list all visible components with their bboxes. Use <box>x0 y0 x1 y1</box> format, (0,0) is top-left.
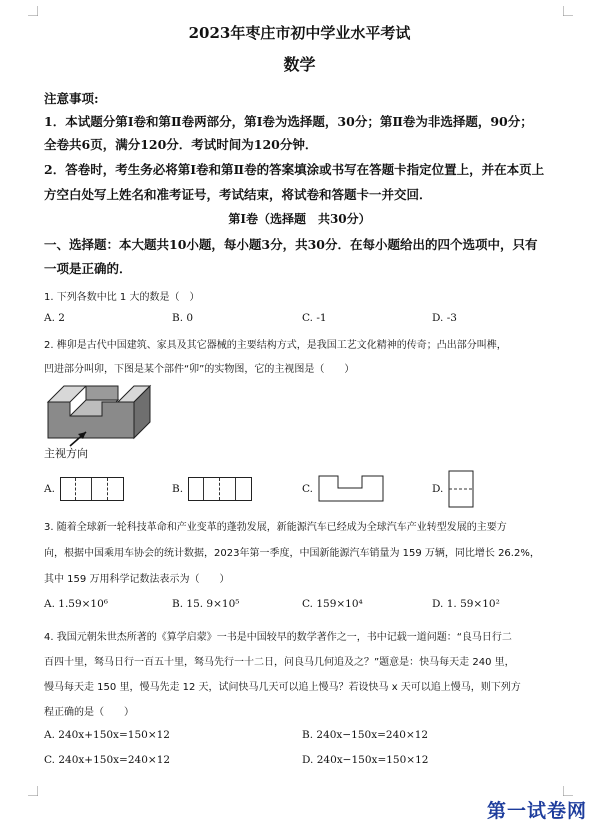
question-3-option-b: B. 15. 9×10⁵ <box>172 598 240 610</box>
question-1-option-c: C. -1 <box>302 312 327 324</box>
exam-subject: 数学 <box>283 55 316 74</box>
question-4-option-c: C. 240x+150x=240×12 <box>44 754 171 766</box>
question-2-option-a-label: A. <box>44 483 55 495</box>
section-instruction-line-2: 一项是正确的． <box>44 261 132 276</box>
notice-line-1: 1．本试题分第Ⅰ卷和第Ⅱ卷两部分，第Ⅰ卷为选择题，30分；第Ⅱ卷为非选择题，90分； <box>44 114 533 129</box>
question-1-stem: 1. 下列各数中比 1 大的数是（ ） <box>44 292 200 303</box>
view-direction-label: 主视方向 <box>44 447 88 460</box>
question-3-option-d: D. 1. 59×10² <box>432 598 500 610</box>
option-d-front-view <box>448 470 474 508</box>
corner-mark-top-left <box>28 6 38 16</box>
question-1-option-a: A. 2 <box>44 312 65 324</box>
question-2-stem-line-1: 2. 榫卯是古代中国建筑、家具及其它器械的主要结构方式，是我国工艺文化精神的传奇；凸出部分叫榫， <box>44 340 507 351</box>
corner-mark-bottom-left <box>28 786 38 796</box>
question-3-stem-line-1: 3. 随着全球新一轮科技革命和产业变革的蓬勃发展，新能源汽车已经成为全球汽车产业转型发展的主要方 <box>44 522 507 533</box>
question-3-stem-line-2: 向，根据中国乘用车协会的统计数据，2023年第一季度，中国新能源汽车销量为 159 万辆，同比增长 26.2%， <box>44 548 540 559</box>
question-3-stem-line-3: 其中 159 万用科学记数法表示为（ ） <box>44 574 230 585</box>
question-2-stem-line-2: 凹进部分叫卯，下图是某个部件“卯”的实物图，它的主视图是（ ） <box>44 364 355 375</box>
corner-mark-top-right <box>563 6 573 16</box>
exam-title: 2023年枣庄市初中学业水平考试 <box>188 24 411 42</box>
question-3-option-a: A. 1.59×10⁶ <box>44 598 109 610</box>
question-4-option-b: B. 240x−150x=240×12 <box>302 729 429 741</box>
question-4-stem-line-2: 百四十里，驽马日行一百五十里，驽马先行一十二日，问良马几何追及之？”题意是：快马每天走 240 里， <box>44 657 515 668</box>
question-1-option-d: D. -3 <box>432 312 457 324</box>
option-b-front-view <box>188 477 252 501</box>
notice-heading: 注意事项: <box>44 91 99 106</box>
notice-line-4: 方空白处写上姓名和准考证号，考试结束，将试卷和答题卡一并交回． <box>44 187 432 202</box>
part1-title: 第Ⅰ卷（选择题 共30分） <box>228 212 371 226</box>
question-2-option-b-label: B. <box>172 483 184 495</box>
section-instruction-line-1: 一、选择题：本大题共10小题，每小题3分，共30分．在每小题给出的四个选项中，只有 <box>44 237 538 252</box>
mortise-3d-figure <box>40 380 160 450</box>
notice-line-3: 2．答卷时，考生务必将第Ⅰ卷和第Ⅱ卷的答案填涂或书写在答题卡指定位置上，并在本页上 <box>44 162 545 177</box>
question-4-stem-line-1: 4. 我国元朝朱世杰所著的《算学启蒙》一书是中国较早的数学著作之一，书中记载一道问题：“良马日行二 <box>44 632 512 643</box>
option-a-front-view <box>60 477 124 501</box>
question-4-stem-line-3: 慢马每天走 150 里，慢马先走 12 天，试问快马几天可以追上慢马？若设快马 x 天可以追上慢马，则下列方 <box>44 682 521 693</box>
notice-line-2: 全卷共6页，满分120分．考试时间为120分钟． <box>44 137 318 152</box>
option-c-front-view <box>318 474 384 502</box>
question-1-option-b: B. 0 <box>172 312 194 324</box>
question-4-option-a: A. 240x+150x=150×12 <box>44 729 170 741</box>
question-4-option-d: D. 240x−150x=150×12 <box>302 754 429 766</box>
question-2-option-c-label: C. <box>302 483 313 495</box>
corner-mark-bottom-right <box>563 786 573 796</box>
question-4-stem-line-4: 程正确的是（ ） <box>44 707 134 718</box>
question-3-option-c: C. 159×10⁴ <box>302 598 363 610</box>
question-2-option-d-label: D. <box>432 483 444 495</box>
site-watermark: 第一试卷网 <box>486 800 587 822</box>
